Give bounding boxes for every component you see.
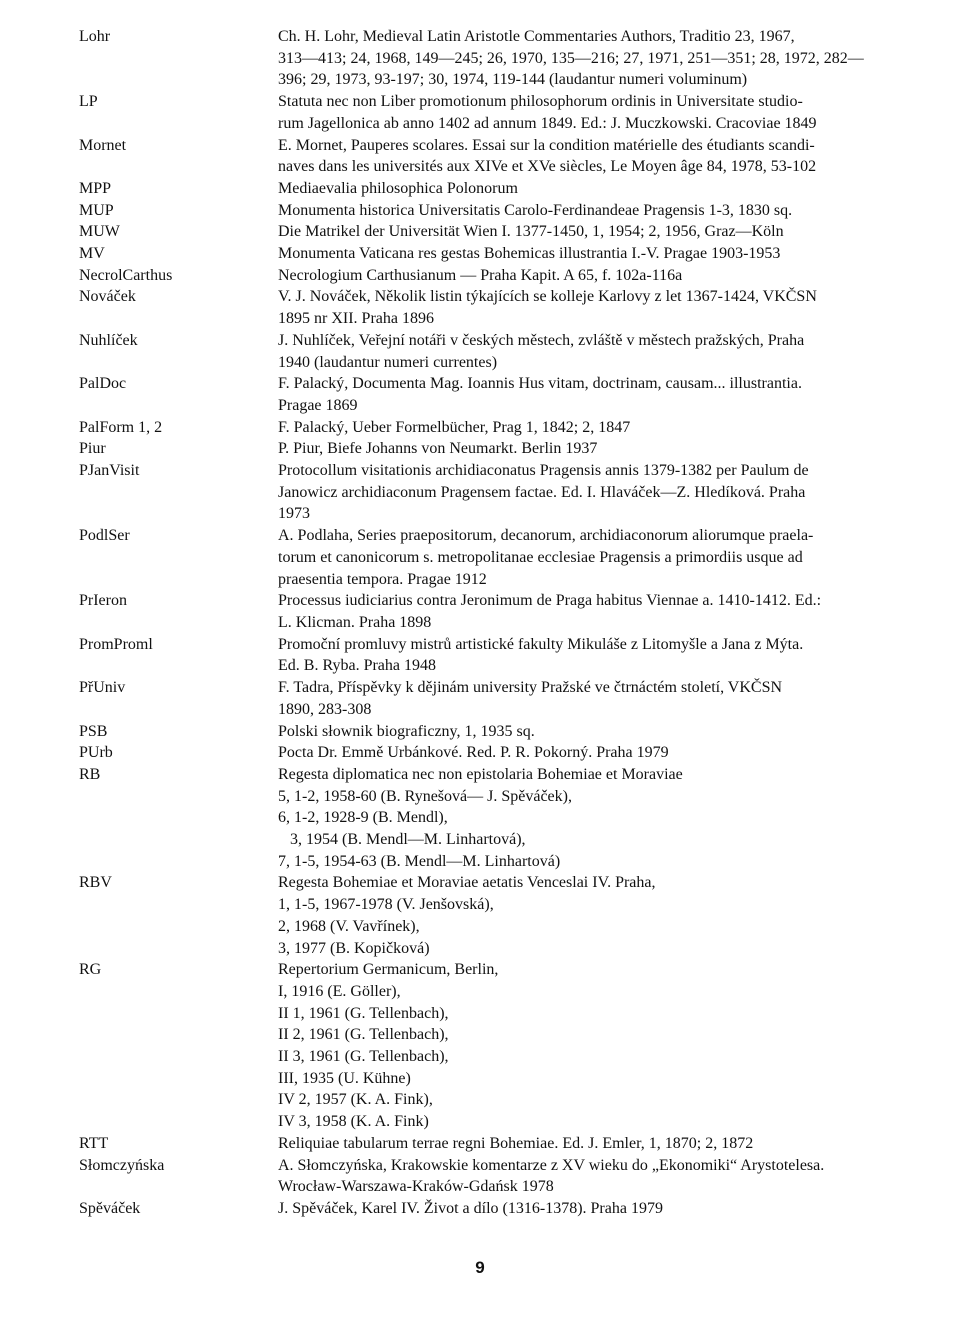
abbreviation-entry: [79, 959, 899, 1133]
description-line: J. Nuhlíček, Veřejní notáři v českých městech, zvláště v městech pražských, Praha: [278, 331, 805, 349]
abbreviation-key: PromProml: [79, 635, 153, 653]
description-line: 1895 nr XII. Praha 1896: [278, 310, 434, 328]
description-line: P. Piur, Biefe Johanns von Neumarkt. Berlin 1937: [278, 440, 598, 458]
abbreviation-list: [79, 26, 899, 1220]
abbreviation-description: [278, 265, 899, 287]
description-line: Processus iudiciarius contra Jeronimum de Praga habitus Viennae a. 1410-1412. Ed.:: [278, 592, 822, 610]
abbreviation-key: Lohr: [79, 28, 111, 45]
abbreviation-entry: [79, 243, 899, 265]
abbreviation-entry: [79, 221, 899, 243]
abbreviation-key: MPP: [79, 179, 112, 197]
abbreviation-entry: [79, 634, 899, 677]
abbreviation-key: Mornet: [79, 136, 127, 154]
page-number: 9: [475, 1258, 485, 1277]
abbreviation-key: MUW: [79, 223, 120, 241]
description-line: 7, 1-5, 1954-63 (B. Mendl—M. Linhartová): [278, 852, 561, 870]
description-line: Necrologium Carthusianum — Praha Kapit. A 65, f. 102a-116a: [278, 266, 683, 284]
description-line: torum et canonicorum s. metropolitanae ecclesiae Pragensis a primordiis usque ad: [278, 548, 803, 566]
description-line: A. Słomczyńska, Krakowskie komentarze z XV wieku do „Ekonomiki“ Arystotelesa.: [278, 1156, 825, 1174]
abbreviation-key: Słomczyńska: [79, 1156, 165, 1174]
abbreviation-entry: [79, 1155, 899, 1198]
abbreviation-key: RB: [79, 765, 101, 783]
description-line: Ed. B. Ryba. Praha 1948: [278, 657, 437, 675]
abbreviation-key: RG: [79, 961, 102, 979]
description-line: II 1, 1961 (G. Tellenbach),: [278, 1004, 449, 1022]
description-line: 396; 29, 1973, 93-197; 30, 1974, 119-144 (laudantur numeri voluminum): [278, 71, 748, 89]
description-line: F. Palacký, Ueber Formelbücher, Prag 1, 1842; 2, 1847: [278, 418, 631, 436]
abbreviation-entry: [79, 200, 899, 222]
abbreviation-description: [278, 525, 899, 590]
description-line: Wrocław-Warszawa-Kraków-Gdańsk 1978: [278, 1178, 554, 1196]
abbreviation-entry: [79, 525, 899, 590]
abbreviation-description: [278, 742, 899, 764]
abbreviation-entry: [79, 438, 899, 460]
description-line: 6, 1-2, 1928-9 (B. Mendl),: [278, 809, 448, 827]
description-line: E. Mornet, Pauperes scolares. Essai sur la condition matérielle des étudiants scandi-: [278, 136, 815, 154]
description-line: IV 2, 1957 (K. A. Fink),: [278, 1091, 433, 1109]
description-line: 3, 1954 (B. Mendl—M. Linhartová),: [290, 831, 526, 849]
description-line: A. Podlaha, Series praepositorum, decanorum, archidiaconorum aliorumque praela-: [278, 527, 814, 545]
abbreviation-key: PUrb: [79, 744, 113, 762]
abbreviation-entry: [79, 417, 899, 439]
abbreviation-entry: [79, 460, 899, 525]
description-line: 1, 1-5, 1967-1978 (V. Jenšovská),: [278, 896, 494, 914]
description-line: J. Spěváček, Karel IV. Život a dílo (1316-1378). Praha 1979: [278, 1199, 663, 1217]
description-line: naves dans les universités aux XIVe et XVe siècles, Le Moyen âge 84, 1978, 53-102: [278, 158, 817, 176]
description-line: Statuta nec non Liber promotionum philosophorum ordinis in Universitate studio-: [278, 93, 803, 111]
abbreviation-description: [278, 634, 899, 677]
abbreviation-entry: [79, 742, 899, 764]
abbreviation-description: [278, 221, 899, 243]
abbreviation-key: PalForm 1, 2: [79, 418, 163, 436]
description-line: Promoční promluvy mistrů artistické fakulty Mikuláše z Litomyšle a Jana z Mýta.: [278, 635, 804, 653]
abbreviation-description: [278, 764, 899, 873]
abbreviation-key: MUP: [79, 201, 114, 219]
description-line: Polski słownik biograficzny, 1, 1935 sq.: [278, 722, 535, 740]
abbreviation-entry: [79, 178, 899, 200]
description-line: 3, 1977 (B. Kopičková): [278, 939, 430, 957]
abbreviation-entry: [79, 26, 899, 91]
description-line: Reliquiae tabularum terrae regni Bohemiae. Ed. J. Emler, 1, 1870; 2, 1872: [278, 1134, 754, 1152]
abbreviation-key: RTT: [79, 1134, 109, 1152]
abbreviation-entry: [79, 373, 899, 416]
description-line: 1973: [278, 505, 310, 523]
abbreviation-entry: [79, 91, 899, 134]
abbreviation-description: [278, 135, 899, 178]
abbreviation-description: [278, 721, 899, 743]
description-line: Regesta diplomatica nec non epistolaria Bohemiae et Moraviae: [278, 765, 683, 783]
description-line: L. Klicman. Praha 1898: [278, 613, 432, 631]
description-line: F. Tadra, Příspěvky k dějinám university Pražské ve čtrnáctém století, VKČSN: [278, 679, 783, 697]
abbreviation-key: Nuhlíček: [79, 331, 138, 349]
description-line: Ch. H. Lohr, Medieval Latin Aristotle Commentaries Authors, Traditio 23, 1967,: [278, 28, 795, 45]
description-line: Monumenta historica Universitatis Carolo-Ferdinandeae Pragensis 1-3, 1830 sq.: [278, 201, 793, 219]
abbreviation-description: [278, 417, 899, 439]
abbreviation-key: PrIeron: [79, 592, 127, 610]
abbreviation-description: [278, 286, 899, 329]
description-line: I, 1916 (E. Göller),: [278, 982, 401, 1000]
abbreviation-entry: [79, 1198, 899, 1220]
abbreviation-key: PalDoc: [79, 375, 127, 393]
description-line: Mediaevalia philosophica Polonorum: [278, 179, 518, 197]
description-line: F. Palacký, Documenta Mag. Ioannis Hus vitam, doctrinam, causam... illustrantia.: [278, 375, 802, 393]
abbreviation-entry: [79, 590, 899, 633]
abbreviation-description: [278, 26, 899, 91]
description-line: Repertorium Germanicum, Berlin,: [278, 961, 499, 979]
abbreviation-description: [278, 438, 899, 460]
description-line: Monumenta Vaticana res gestas Bohemicas illustrantia I.-V. Pragae 1903-1953: [278, 245, 781, 263]
abbreviation-description: [278, 330, 899, 373]
description-line: praesentia tempora. Pragae 1912: [278, 570, 487, 588]
description-line: III, 1935 (U. Kühne): [278, 1069, 411, 1087]
abbreviation-description: [278, 959, 899, 1133]
description-line: 1890, 283-308: [278, 700, 372, 718]
description-line: Die Matrikel der Universität Wien I. 1377-1450, 1, 1954; 2, 1956, Graz—Köln: [278, 223, 784, 241]
description-line: II 3, 1961 (G. Tellenbach),: [278, 1048, 449, 1066]
description-line: Protocollum visitationis archidiaconatus Pragensis annis 1379-1382 per Paulum de: [278, 462, 809, 480]
abbreviation-key: Spěváček: [79, 1199, 141, 1217]
description-line: V. J. Nováček, Několik listin týkajících se kolleje Karlovy z let 1367-1424, VKČSN: [278, 288, 817, 306]
abbreviation-entry: [79, 764, 899, 873]
abbreviation-entry: [79, 721, 899, 743]
abbreviation-key: PSB: [79, 722, 108, 740]
abbreviation-entry: [79, 265, 899, 287]
abbreviation-description: [278, 677, 899, 720]
abbreviation-description: [278, 872, 899, 959]
abbreviation-description: [278, 91, 899, 134]
abbreviation-key: MV: [79, 245, 105, 263]
abbreviation-entry: [79, 677, 899, 720]
abbreviation-entry: [79, 872, 899, 959]
description-line: Janowicz archidiaconum Pragensem factae. Ed. I. Hlaváček—Z. Hledíková. Praha: [278, 483, 806, 501]
description-line: 1940 (laudantur numeri currentes): [278, 353, 498, 371]
abbreviation-description: [278, 590, 899, 633]
description-line: Pragae 1869: [278, 396, 358, 414]
abbreviation-description: [278, 200, 899, 222]
abbreviation-description: [278, 178, 899, 200]
abbreviation-entry: [79, 135, 899, 178]
abbreviation-description: [278, 460, 899, 525]
description-line: 313—413; 24, 1968, 149—245; 26, 1970, 135—216; 27, 1971, 251—351; 28, 1972, 282—: [278, 49, 864, 67]
description-line: IV 3, 1958 (K. A. Fink): [278, 1113, 429, 1131]
abbreviation-description: [278, 373, 899, 416]
abbreviation-key: LP: [79, 93, 98, 111]
abbreviation-description: [278, 243, 899, 265]
abbreviation-entry: [79, 1133, 899, 1155]
abbreviation-description: [278, 1155, 899, 1198]
description-line: II 2, 1961 (G. Tellenbach),: [278, 1026, 449, 1044]
abbreviation-key: PodlSer: [79, 527, 130, 545]
abbreviation-entry: [79, 286, 899, 329]
abbreviation-description: [278, 1198, 899, 1220]
abbreviation-description: [278, 1133, 899, 1155]
description-line: 2, 1968 (V. Vavřínek),: [278, 917, 420, 935]
abbreviation-key: PřUniv: [79, 679, 126, 697]
abbreviation-key: Piur: [79, 440, 106, 458]
abbreviation-key: RBV: [79, 874, 112, 892]
abbreviation-entry: [79, 330, 899, 373]
description-line: rum Jagellonica ab anno 1402 ad annum 1849. Ed.: J. Muczkowski. Cracoviae 1849: [278, 114, 817, 132]
abbreviation-key: PJanVisit: [79, 462, 140, 480]
abbreviation-key: NecrolCarthus: [79, 266, 173, 284]
description-line: Pocta Dr. Emmě Urbánkové. Red. P. R. Pokorný. Praha 1979: [278, 744, 669, 762]
description-line: Regesta Bohemiae et Moraviae aetatis Venceslai IV. Praha,: [278, 874, 656, 892]
abbreviation-key: Nováček: [79, 288, 136, 306]
description-line: 5, 1-2, 1958-60 (B. Rynešová— J. Spěváček),: [278, 787, 572, 805]
